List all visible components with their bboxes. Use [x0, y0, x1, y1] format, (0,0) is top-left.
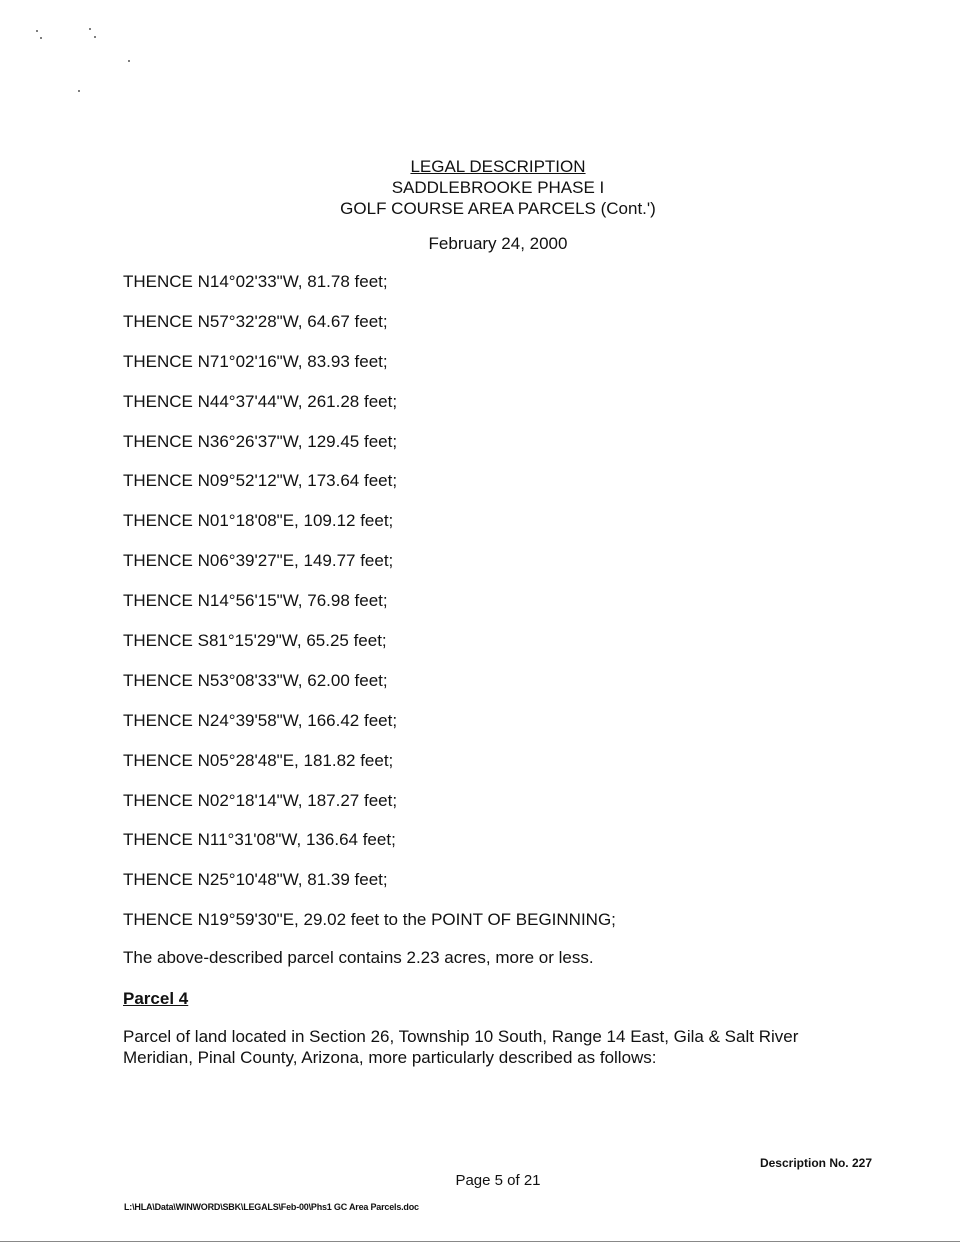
parcel-heading: Parcel 4 [123, 989, 189, 1008]
bearing-call: THENCE N71°02'16"W, 83.93 feet; [123, 351, 388, 371]
scan-speck [36, 30, 38, 32]
document-header [0, 156, 960, 254]
bearing-calls-list [123, 272, 883, 950]
bearing-call: THENCE N14°56'15"W, 76.98 feet; [123, 591, 388, 611]
document-date: February 24, 2000 [428, 234, 568, 253]
scan-speck [89, 28, 91, 30]
bearing-call: THENCE N14°02'33"W, 81.78 feet; [123, 272, 388, 291]
bearing-call: THENCE S81°15'29"W, 65.25 feet; [123, 631, 387, 651]
document-subtitle: SADDLEBROOKE PHASE I [391, 178, 605, 197]
bearing-call: THENCE N11°31'08"W, 136.64 feet; [123, 830, 396, 850]
scan-speck [78, 90, 80, 92]
description-number: Description No. 227 [759, 1156, 872, 1170]
scan-speck [128, 60, 130, 62]
bearing-call: THENCE N25°10'48"W, 81.39 feet; [123, 870, 388, 890]
bearing-call: THENCE N09°52'12"W, 173.64 feet; [123, 471, 398, 491]
bearing-call: THENCE N53°08'33"W, 62.00 feet; [123, 670, 388, 690]
scan-speck [94, 36, 96, 38]
bearing-call: THENCE N05°28'48"E, 181.82 feet; [123, 750, 394, 770]
bearing-call: THENCE N36°26'37"W, 129.45 feet; [123, 431, 398, 451]
document-title: LEGAL DESCRIPTION [410, 157, 586, 176]
scan-speck [40, 37, 42, 39]
file-path: L:\HLA\Data\WINWORD\SBK\LEGALS\Feb-00\Phs1 GC Area Parcels.doc [124, 1202, 419, 1212]
bottom-divider [0, 1241, 960, 1242]
bearing-call: THENCE N02°18'14"W, 187.27 feet; [123, 790, 398, 810]
parcel-area-summary: The above-described parcel contains 2.23 acres, more or less. [123, 948, 594, 967]
bearing-call: THENCE N44°37'44"W, 261.28 feet; [123, 391, 398, 411]
bearing-call: THENCE N19°59'30"E, 29.02 feet to the POINT OF BEGINNING; [123, 910, 616, 930]
bearing-call: THENCE N24°39'58"W, 166.42 feet; [123, 710, 398, 730]
document-section: GOLF COURSE AREA PARCELS (Cont.') [340, 199, 656, 218]
bearing-call: THENCE N06°39'27"E, 149.77 feet; [123, 551, 394, 571]
page-number: Page 5 of 21 [455, 1172, 541, 1189]
parcel-description: Parcel of land located in Section 26, Township 10 South, Range 14 East, Gila & Salt River Meridian, Pinal County, Arizona, more particularly described as follows: [123, 1027, 799, 1067]
bearing-call: THENCE N57°32'28"W, 64.67 feet; [123, 311, 388, 331]
bearing-call: THENCE N01°18'08"E, 109.12 feet; [123, 511, 394, 531]
